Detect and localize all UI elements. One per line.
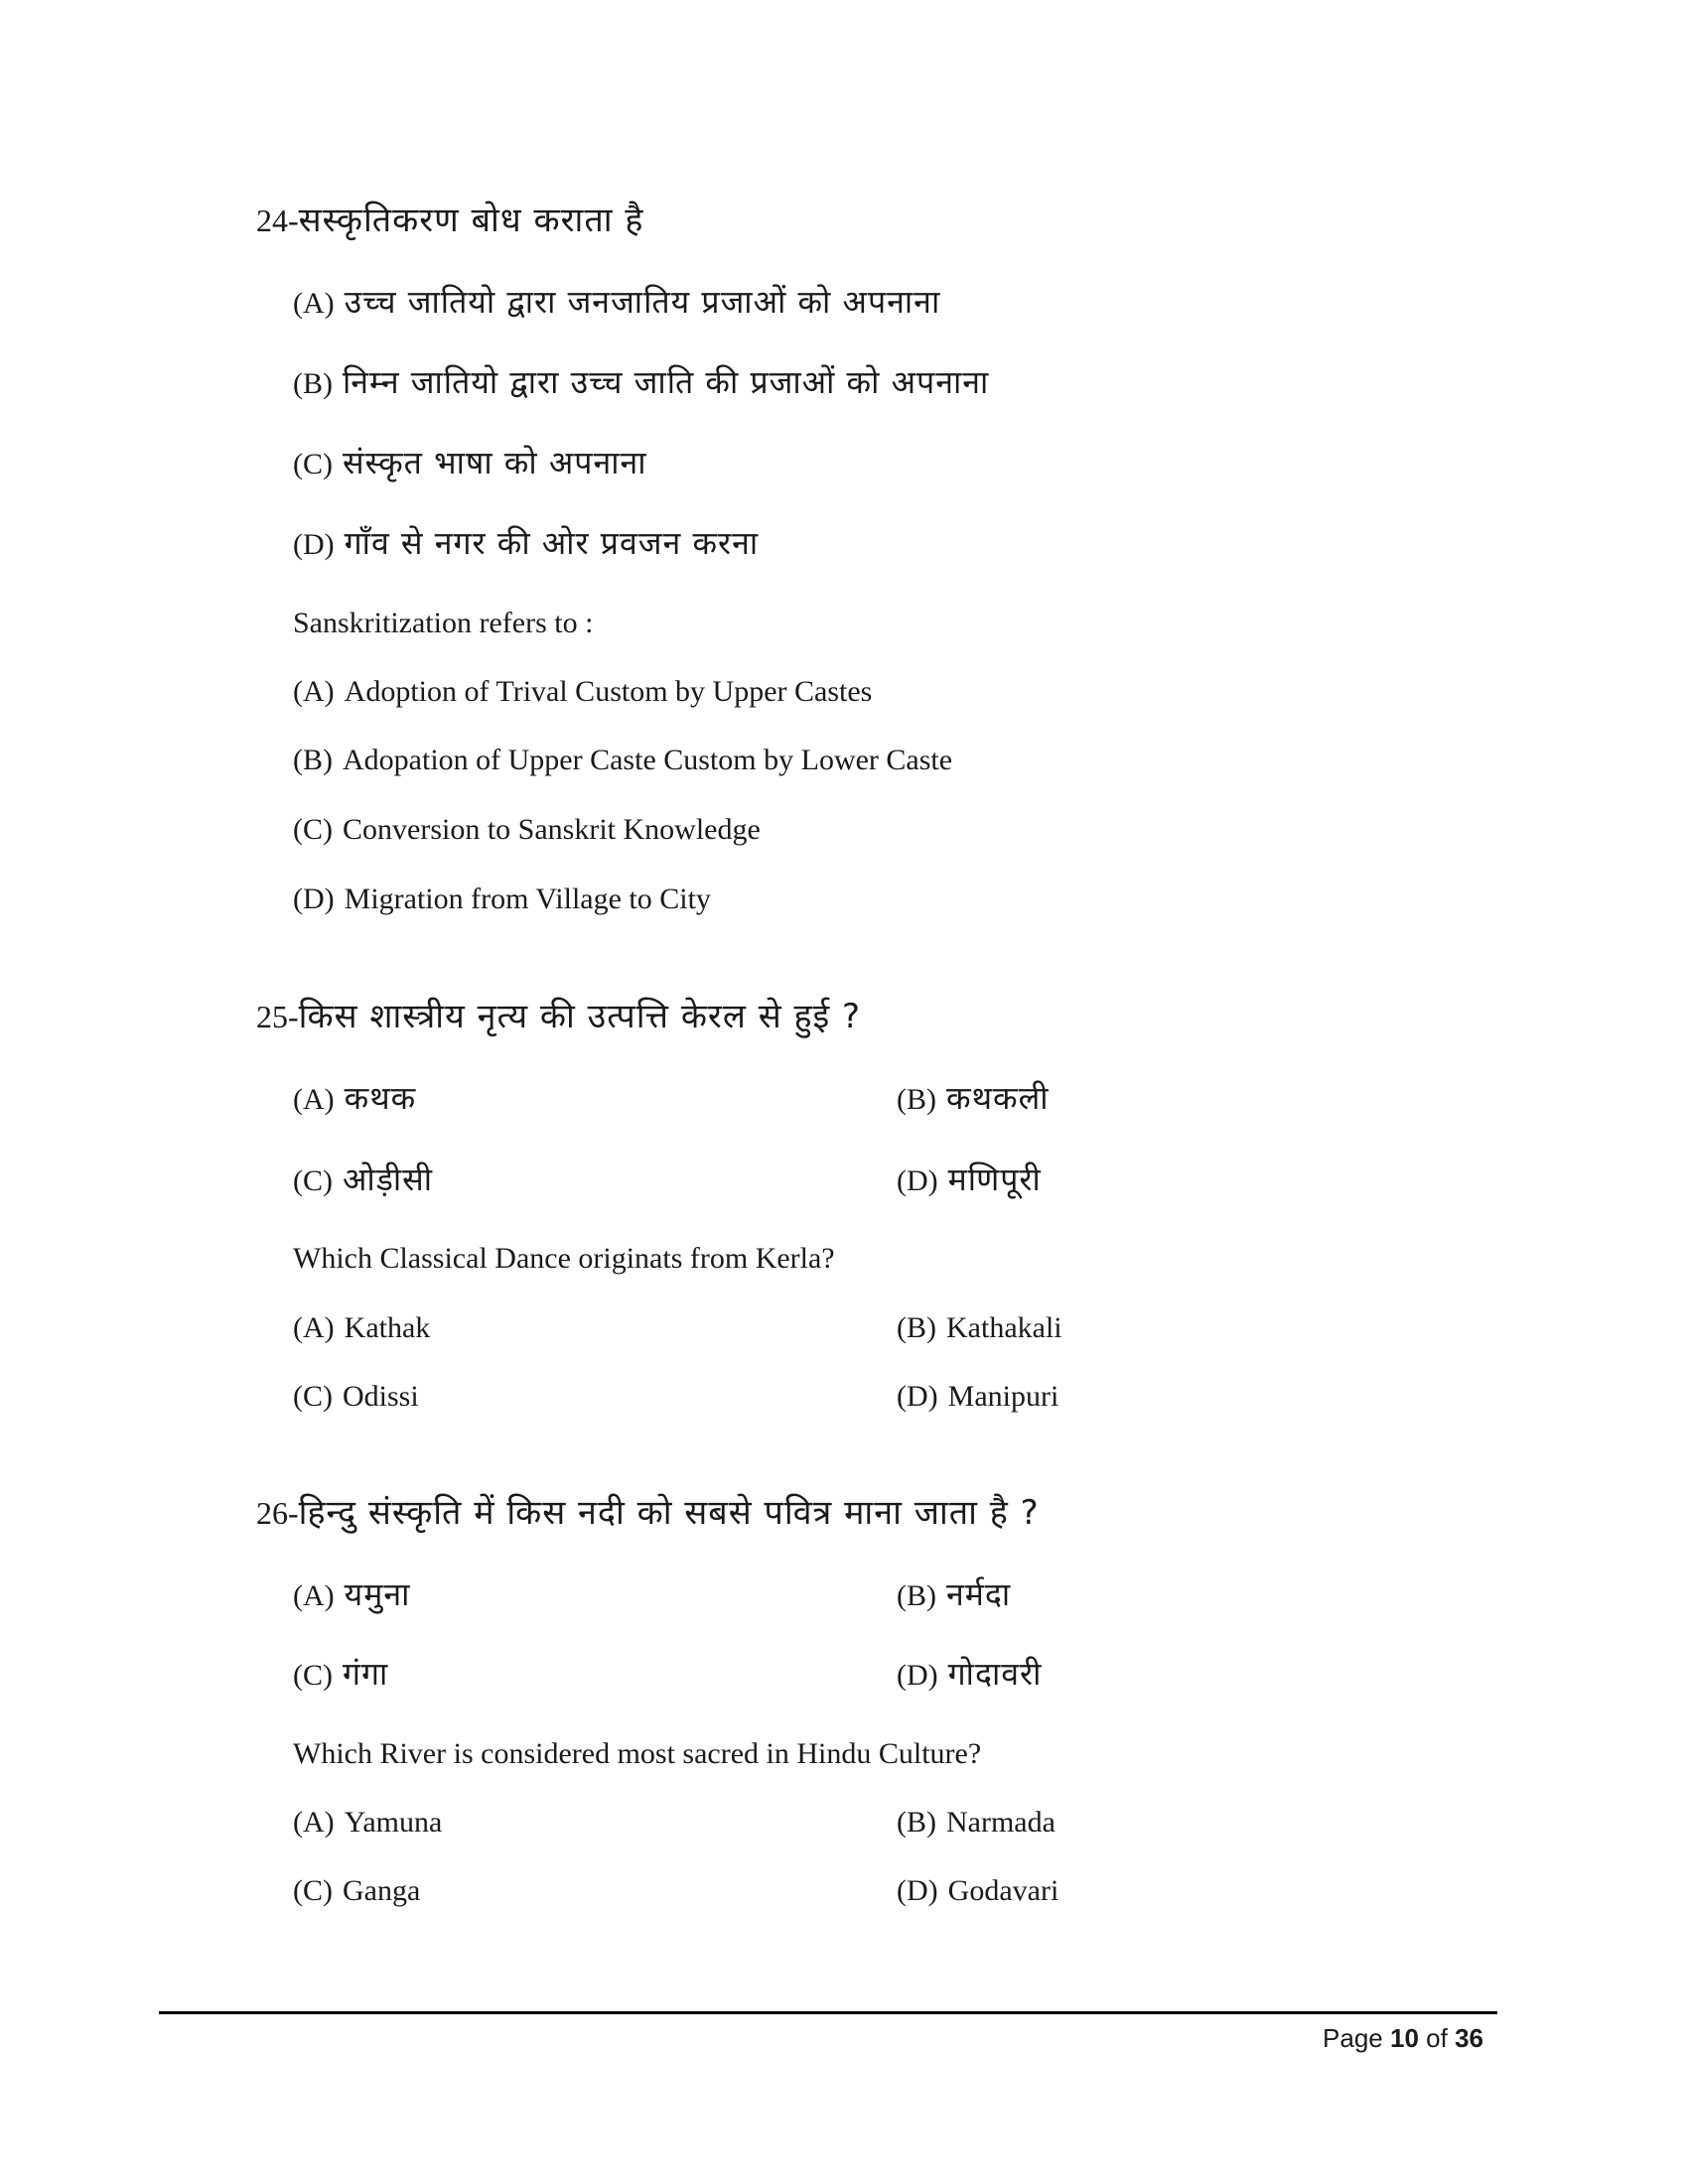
option-26-hindi-b: (B) नर्मदा	[897, 1575, 1012, 1613]
option-25-english-a: (A) Kathak	[293, 1311, 431, 1344]
footer-divider	[159, 2011, 1497, 2014]
question-24-english: Sanskritization refers to :	[293, 607, 594, 639]
option-25-hindi-b: (B) कथकली	[897, 1079, 1050, 1117]
question-number: 25-	[256, 999, 299, 1034]
option-25-english-d: (D) Manipuri	[897, 1380, 1059, 1413]
option-24-english-b: (B) Adopation of Upper Caste Custom by Lower Caste	[293, 744, 953, 776]
option-25-hindi-c: (C) ओड़ीसी	[293, 1160, 434, 1198]
option-25-hindi-a: (A) कथक	[293, 1079, 417, 1117]
total-pages: 36	[1455, 2023, 1483, 2053]
option-26-english-a: (A) Yamuna	[293, 1806, 443, 1839]
option-26-english-b: (B) Narmada	[897, 1806, 1055, 1839]
question-25-hindi	[256, 995, 861, 1038]
option-24-hindi-d: (D) गाँव से नगर की ओर प्रवजन करना	[293, 524, 760, 562]
question-text: हिन्दु संस्कृति में किस नदी को सबसे पवित्र माना जाता है ?	[298, 1493, 1040, 1533]
option-25-english-c: (C) Odissi	[293, 1380, 419, 1413]
question-number: 26-	[256, 1495, 299, 1531]
option-26-hindi-a: (A) यमुना	[293, 1575, 411, 1613]
page-number: Page 10 of 36	[1323, 2023, 1483, 2053]
option-26-english-d: (D) Godavari	[897, 1874, 1059, 1907]
question-24-hindi	[256, 199, 643, 242]
question-26-hindi	[256, 1491, 1040, 1535]
option-24-english-a: (A) Adoption of Trival Custom by Upper Castes	[293, 675, 873, 708]
current-page: 10	[1390, 2023, 1419, 2053]
option-26-hindi-c: (C) गंगा	[293, 1655, 389, 1693]
option-25-english-b: (B) Kathakali	[897, 1311, 1062, 1344]
option-26-english-c: (C) Ganga	[293, 1874, 421, 1907]
option-24-hindi-c: (C) संस्कृत भाषा को अपनाना	[293, 444, 647, 481]
option-24-hindi-b: (B) निम्न जातियो द्वारा उच्च जाति की प्रजाओं को अपनाना	[293, 363, 990, 401]
option-24-english-d: (D) Migration from Village to City	[293, 883, 711, 915]
option-25-hindi-d: (D) मणिपूरी	[897, 1160, 1042, 1198]
question-text: सस्कृतिकरण बोध कराता है	[298, 201, 644, 240]
question-text: किस शास्त्रीय नृत्य की उत्पत्ति केरल से हुई ?	[298, 997, 862, 1036]
option-24-hindi-a: (A) उच्च जातियो द्वारा जनजातिय प्रजाओं को अपनाना	[293, 283, 941, 321]
question-26-english: Which River is considered most sacred in Hindu Culture?	[293, 1737, 982, 1770]
option-24-english-c: (C) Conversion to Sanskrit Knowledge	[293, 813, 761, 846]
option-26-hindi-d: (D) गोदावरी	[897, 1655, 1043, 1693]
question-number: 24-	[256, 203, 299, 238]
question-25-english: Which Classical Dance originats from Kerla?	[293, 1242, 835, 1275]
